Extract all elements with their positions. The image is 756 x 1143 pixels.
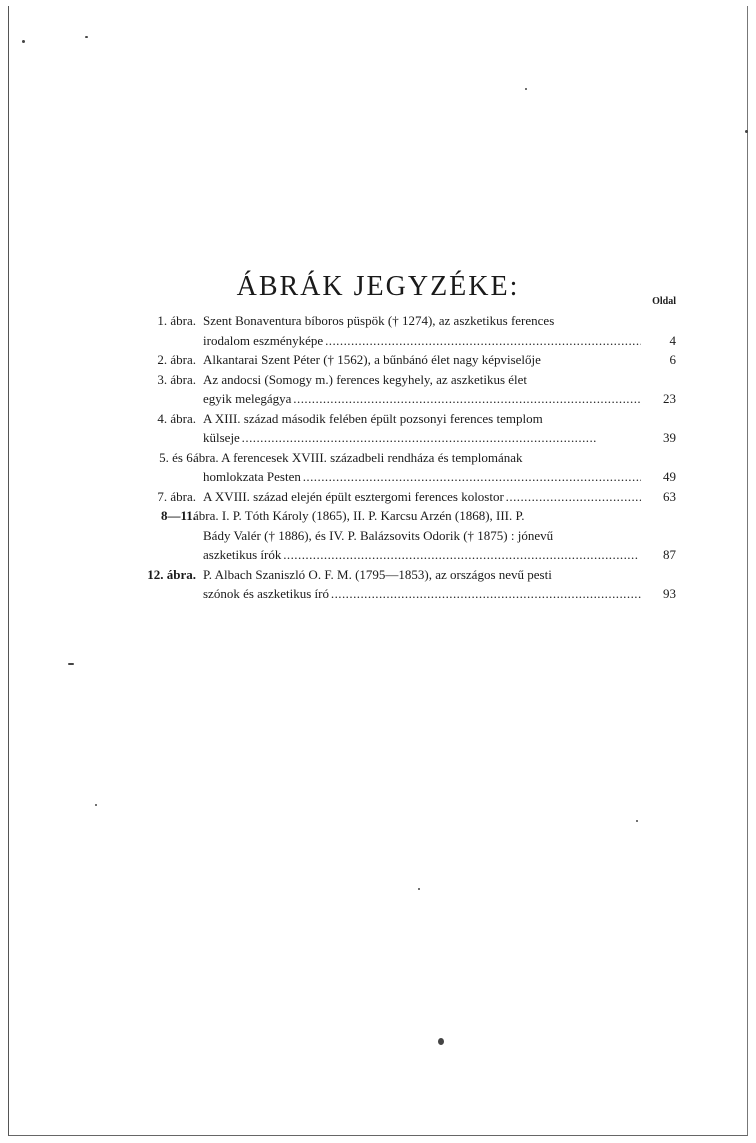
figure-number: 5. és 6. (159, 449, 196, 465)
figure-number: 3. ábra. (157, 371, 196, 387)
figure-number: 4. ábra. (157, 410, 196, 426)
figure-caption-line: szónok és aszketikus író . . . (203, 584, 641, 604)
figure-caption-line: egyik melegágya . . . (203, 389, 641, 409)
figure-number: 7. ábra. (157, 488, 196, 504)
figure-number: 8—11. (160, 508, 196, 523)
figure-caption-line: P. Albach Szaniszló O. F. M. (1795—1853), az országos nevű pesti (203, 566, 552, 582)
figure-number: 1. ábra. (157, 313, 196, 328)
figure-caption-line: külseje . . . (203, 428, 641, 448)
list-item (0, 409, 756, 448)
figure-caption-line: irodalom eszményképe . . . (203, 331, 641, 351)
page-number: 6 (669, 352, 676, 367)
figure-number: 2. ábra. (157, 352, 196, 367)
page-number: 23 (663, 391, 676, 406)
list-item (0, 565, 756, 604)
page-number: 49 (663, 469, 676, 484)
figure-caption-line: ábra. I. P. Tóth Károly (1865), II. P. Karcsu Arzén (1868), III. P. (193, 508, 525, 523)
list-item (0, 311, 756, 350)
page-number: 87 (663, 547, 676, 562)
figure-caption-line: A XVIII. század elején épült esztergomi ferences kolostor . . . (203, 487, 641, 507)
list-item (0, 487, 756, 507)
figure-caption-line: Bády Valér († 1886), és IV. P. Balázsovits Odorik († 1875) : jónevű (203, 527, 554, 543)
figure-caption-line: homlokzata Pesten . . . (203, 467, 641, 487)
figure-caption-line: Szent Bonaventura bíboros püspök († 1274), az aszketikus ferences (203, 313, 555, 328)
figure-list (0, 311, 756, 604)
page-number: 4 (669, 332, 676, 348)
list-item (0, 350, 756, 370)
page-number: 39 (663, 430, 676, 445)
list-item (0, 448, 756, 487)
page-number: 63 (663, 488, 676, 504)
figure-caption-line: ábra. A ferencesek XVIII. századbeli rendháza és templomának (193, 449, 523, 465)
list-item (0, 506, 756, 565)
figure-caption-line: Alkantarai Szent Péter († 1562), a bűnbánó élet nagy képviselője (203, 352, 541, 367)
list-item (0, 370, 756, 409)
figure-caption-line: A XIII. század második felében épült pozsonyi ferences templom (203, 410, 543, 426)
page-title: ÁBRÁK JEGYZÉKE: (236, 270, 520, 302)
figure-number: 12. ábra. (147, 566, 196, 582)
figure-caption-line: aszketikus írók . . . (203, 545, 641, 565)
figure-caption-line: Az andocsi (Somogy m.) ferences kegyhely, az aszketikus élet (203, 371, 528, 387)
page-column-header: Oldal (652, 296, 676, 307)
page-number: 93 (663, 586, 676, 601)
